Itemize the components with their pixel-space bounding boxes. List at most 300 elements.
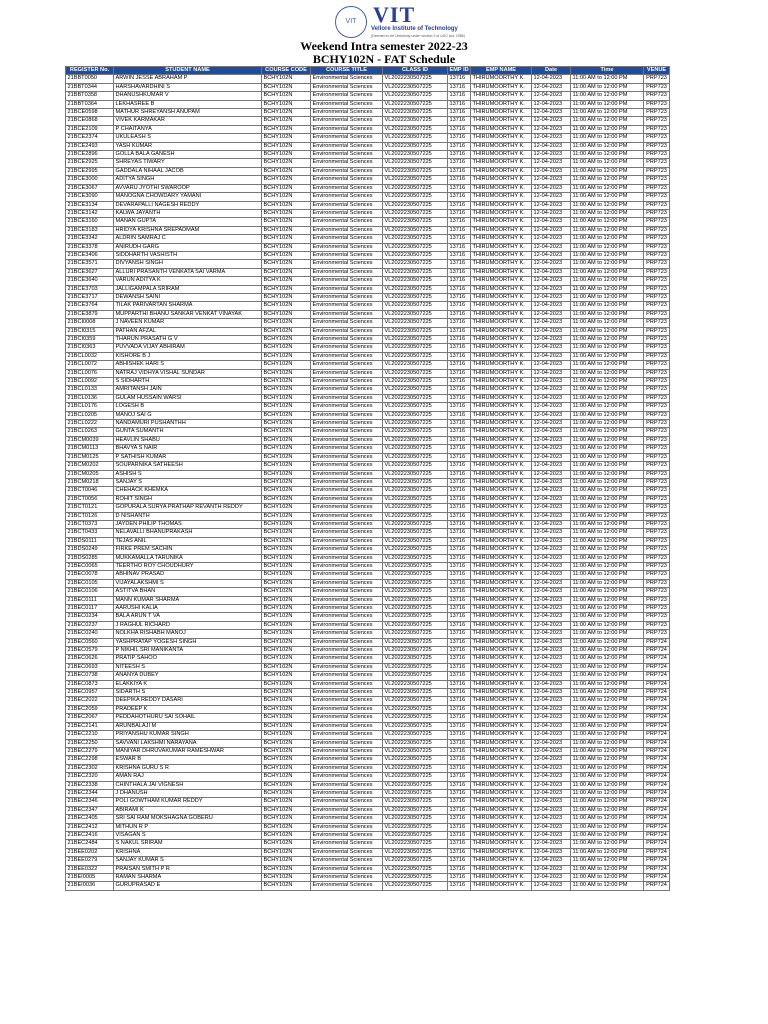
date-cell: 12-04-2023 [532, 134, 571, 142]
logo-tagline: (Deemed to be University under section 3 of UGC Act, 1956) [371, 34, 465, 38]
course-code-cell: BCHY102N [262, 336, 311, 344]
class-id-cell: VL2022230507225 [383, 134, 448, 142]
venue-cell: PRP724 [644, 638, 670, 646]
venue-cell: PRP723 [644, 125, 670, 133]
venue-cell: PRP723 [644, 361, 670, 369]
time-cell: 11:00 AM to 12:00 PM [571, 638, 644, 646]
course-code-cell: BCHY102N [262, 319, 311, 327]
date-cell: 12-04-2023 [532, 487, 571, 495]
table-header-row [66, 67, 670, 75]
table-row [66, 428, 670, 436]
date-cell: 12-04-2023 [532, 142, 571, 150]
date-cell: 12-04-2023 [532, 336, 571, 344]
date-cell: 12-04-2023 [532, 789, 571, 797]
class-id-cell: VL2022230507225 [383, 109, 448, 117]
class-id-cell: VL2022230507225 [383, 756, 448, 764]
venue-cell: PRP723 [644, 109, 670, 117]
venue-cell: PRP724 [644, 823, 670, 831]
class-id-cell: VL2022230507225 [383, 605, 448, 613]
class-id-cell: VL2022230507225 [383, 386, 448, 394]
class-id-cell: VL2022230507225 [383, 151, 448, 159]
time-cell: 11:00 AM to 12:00 PM [571, 865, 644, 873]
student-name-cell: YASH KUMAR [114, 142, 262, 150]
student-name-cell: PATHAN AFZAL [114, 327, 262, 335]
register-no-cell: 21BCL0092 [66, 378, 114, 386]
class-id-cell: VL2022230507225 [383, 831, 448, 839]
venue-cell: PRP724 [644, 672, 670, 680]
emp-name-cell: THIRUMOORTHY K. [471, 579, 532, 587]
date-cell: 12-04-2023 [532, 815, 571, 823]
course-code-cell: BCHY102N [262, 142, 311, 150]
student-name-cell: NATRAJ VIDHYA VISHAL SUNDAR [114, 369, 262, 377]
student-name-cell: ANIRUDH GARG [114, 243, 262, 251]
date-cell: 12-04-2023 [532, 621, 571, 629]
register-no-cell: 21BCE3000 [66, 176, 114, 184]
time-cell: 11:00 AM to 12:00 PM [571, 831, 644, 839]
emp-id-cell: 13716 [448, 100, 471, 108]
class-id-cell: VL2022230507225 [383, 504, 448, 512]
register-no-cell: 21BCE3142 [66, 209, 114, 217]
column-header: CLASS ID [383, 67, 448, 75]
course-code-cell: BCHY102N [262, 655, 311, 663]
emp-name-cell: THIRUMOORTHY K. [471, 453, 532, 461]
time-cell: 11:00 AM to 12:00 PM [571, 571, 644, 579]
course-code-cell: BCHY102N [262, 277, 311, 285]
emp-name-cell: THIRUMOORTHY K. [471, 605, 532, 613]
course-code-cell: BCHY102N [262, 327, 311, 335]
table-row [66, 310, 670, 318]
date-cell: 12-04-2023 [532, 352, 571, 360]
course-title-cell: Environmental Sciences [311, 92, 383, 100]
course-title-cell: Environmental Sciences [311, 831, 383, 839]
class-id-cell: VL2022230507225 [383, 714, 448, 722]
register-no-cell: 21BEI0036 [66, 882, 114, 890]
emp-id-cell: 13716 [448, 243, 471, 251]
emp-id-cell: 13716 [448, 251, 471, 259]
emp-name-cell: THIRUMOORTHY K. [471, 327, 532, 335]
venue-cell: PRP723 [644, 184, 670, 192]
class-id-cell: VL2022230507225 [383, 680, 448, 688]
register-no-cell: 21BCL0176 [66, 403, 114, 411]
page-title: Weekend Intra semester 2022-23 [300, 39, 468, 53]
table-row [66, 815, 670, 823]
class-id-cell: VL2022230507225 [383, 562, 448, 570]
register-no-cell: 21BCE2109 [66, 125, 114, 133]
time-cell: 11:00 AM to 12:00 PM [571, 605, 644, 613]
course-code-cell: BCHY102N [262, 411, 311, 419]
student-name-cell: KRISHNA [114, 848, 262, 856]
register-no-cell: 21BCL0222 [66, 420, 114, 428]
time-cell: 11:00 AM to 12:00 PM [571, 815, 644, 823]
table-row [66, 689, 670, 697]
emp-id-cell: 13716 [448, 605, 471, 613]
register-no-cell: 21BEC2320 [66, 773, 114, 781]
emp-id-cell: 13716 [448, 520, 471, 528]
date-cell: 12-04-2023 [532, 520, 571, 528]
emp-id-cell: 13716 [448, 327, 471, 335]
date-cell: 12-04-2023 [532, 260, 571, 268]
table-row [66, 781, 670, 789]
date-cell: 12-04-2023 [532, 764, 571, 772]
date-cell: 12-04-2023 [532, 445, 571, 453]
register-no-cell: 21BCI0008 [66, 319, 114, 327]
date-cell: 12-04-2023 [532, 882, 571, 890]
venue-cell: PRP723 [644, 445, 670, 453]
emp-name-cell: THIRUMOORTHY K. [471, 134, 532, 142]
course-code-cell: BCHY102N [262, 739, 311, 747]
course-title-cell: Environmental Sciences [311, 470, 383, 478]
class-id-cell: VL2022230507225 [383, 596, 448, 604]
table-row [66, 882, 670, 890]
emp-id-cell: 13716 [448, 310, 471, 318]
emp-name-cell: THIRUMOORTHY K. [471, 235, 532, 243]
register-no-cell: 21BCE2925 [66, 159, 114, 167]
class-id-cell: VL2022230507225 [383, 840, 448, 848]
venue-cell: PRP723 [644, 310, 670, 318]
emp-id-cell: 13716 [448, 403, 471, 411]
emp-id-cell: 13716 [448, 621, 471, 629]
emp-name-cell: THIRUMOORTHY K. [471, 520, 532, 528]
course-code-cell: BCHY102N [262, 302, 311, 310]
date-cell: 12-04-2023 [532, 184, 571, 192]
venue-cell: PRP723 [644, 428, 670, 436]
time-cell: 11:00 AM to 12:00 PM [571, 798, 644, 806]
class-id-cell: VL2022230507225 [383, 251, 448, 259]
course-title-cell: Environmental Sciences [311, 268, 383, 276]
register-no-cell: 21BCE2995 [66, 167, 114, 175]
emp-id-cell: 13716 [448, 218, 471, 226]
emp-name-cell: THIRUMOORTHY K. [471, 142, 532, 150]
class-id-cell: VL2022230507225 [383, 243, 448, 251]
time-cell: 11:00 AM to 12:00 PM [571, 453, 644, 461]
table-row [66, 100, 670, 108]
time-cell: 11:00 AM to 12:00 PM [571, 277, 644, 285]
emp-name-cell: THIRUMOORTHY K. [471, 546, 532, 554]
course-title-cell: Environmental Sciences [311, 789, 383, 797]
class-id-cell: VL2022230507225 [383, 722, 448, 730]
emp-name-cell: THIRUMOORTHY K. [471, 630, 532, 638]
date-cell: 12-04-2023 [532, 167, 571, 175]
register-no-cell: 21BCT0126 [66, 512, 114, 520]
emp-id-cell: 13716 [448, 613, 471, 621]
venue-cell: PRP723 [644, 226, 670, 234]
time-cell: 11:00 AM to 12:00 PM [571, 159, 644, 167]
emp-name-cell: THIRUMOORTHY K. [471, 714, 532, 722]
time-cell: 11:00 AM to 12:00 PM [571, 731, 644, 739]
table-row [66, 848, 670, 856]
student-name-cell: SHREYAS TIWARY [114, 159, 262, 167]
date-cell: 12-04-2023 [532, 613, 571, 621]
emp-id-cell: 13716 [448, 285, 471, 293]
class-id-cell: VL2022230507225 [383, 731, 448, 739]
course-title-cell: Environmental Sciences [311, 134, 383, 142]
time-cell: 11:00 AM to 12:00 PM [571, 596, 644, 604]
emp-name-cell: THIRUMOORTHY K. [471, 193, 532, 201]
table-row [66, 184, 670, 192]
time-cell: 11:00 AM to 12:00 PM [571, 319, 644, 327]
time-cell: 11:00 AM to 12:00 PM [571, 705, 644, 713]
date-cell: 12-04-2023 [532, 562, 571, 570]
course-code-cell: BCHY102N [262, 310, 311, 318]
course-code-cell: BCHY102N [262, 268, 311, 276]
time-cell: 11:00 AM to 12:00 PM [571, 428, 644, 436]
class-id-cell: VL2022230507225 [383, 352, 448, 360]
class-id-cell: VL2022230507225 [383, 512, 448, 520]
date-cell: 12-04-2023 [532, 596, 571, 604]
class-id-cell: VL2022230507225 [383, 302, 448, 310]
table-row [66, 831, 670, 839]
date-cell: 12-04-2023 [532, 857, 571, 865]
venue-cell: PRP723 [644, 411, 670, 419]
date-cell: 12-04-2023 [532, 75, 571, 83]
emp-name-cell: THIRUMOORTHY K. [471, 167, 532, 175]
register-no-cell: 21BEE0279 [66, 857, 114, 865]
table-row [66, 83, 670, 91]
student-name-cell: SAVVANI LAKSHMI NARAYANA [114, 739, 262, 747]
student-name-cell: ROHIT SINGH [114, 495, 262, 503]
class-id-cell: VL2022230507225 [383, 621, 448, 629]
emp-name-cell: THIRUMOORTHY K. [471, 747, 532, 755]
date-cell: 12-04-2023 [532, 235, 571, 243]
student-name-cell: TILAK PARIVARTAN SHARMA [114, 302, 262, 310]
date-cell: 12-04-2023 [532, 193, 571, 201]
date-cell: 12-04-2023 [532, 831, 571, 839]
emp-id-cell: 13716 [448, 302, 471, 310]
emp-name-cell: THIRUMOORTHY K. [471, 798, 532, 806]
register-no-cell: 21BCT0046 [66, 487, 114, 495]
venue-cell: PRP723 [644, 537, 670, 545]
register-no-cell: 21BEC0111 [66, 596, 114, 604]
course-code-cell: BCHY102N [262, 75, 311, 83]
time-cell: 11:00 AM to 12:00 PM [571, 117, 644, 125]
course-code-cell: BCHY102N [262, 193, 311, 201]
student-name-cell: PRADEEP K [114, 705, 262, 713]
emp-id-cell: 13716 [448, 378, 471, 386]
date-cell: 12-04-2023 [532, 823, 571, 831]
emp-name-cell: THIRUMOORTHY K. [471, 420, 532, 428]
date-cell: 12-04-2023 [532, 714, 571, 722]
class-id-cell: VL2022230507225 [383, 857, 448, 865]
emp-id-cell: 13716 [448, 756, 471, 764]
register-no-cell: 21BEC2302 [66, 764, 114, 772]
register-no-cell: 21BEC0105 [66, 579, 114, 587]
time-cell: 11:00 AM to 12:00 PM [571, 672, 644, 680]
course-code-cell: BCHY102N [262, 243, 311, 251]
emp-name-cell: THIRUMOORTHY K. [471, 697, 532, 705]
university-seal-icon: VIT [335, 6, 367, 38]
emp-id-cell: 13716 [448, 193, 471, 201]
course-title-cell: Environmental Sciences [311, 815, 383, 823]
emp-name-cell: THIRUMOORTHY K. [471, 394, 532, 402]
emp-name-cell: THIRUMOORTHY K. [471, 428, 532, 436]
class-id-cell: VL2022230507225 [383, 420, 448, 428]
table-row [66, 722, 670, 730]
course-code-cell: BCHY102N [262, 613, 311, 621]
emp-id-cell: 13716 [448, 747, 471, 755]
date-cell: 12-04-2023 [532, 739, 571, 747]
table-row [66, 159, 670, 167]
venue-cell: PRP723 [644, 260, 670, 268]
course-code-cell: BCHY102N [262, 352, 311, 360]
venue-cell: PRP723 [644, 546, 670, 554]
course-title-cell: Environmental Sciences [311, 840, 383, 848]
class-id-cell: VL2022230507225 [383, 663, 448, 671]
time-cell: 11:00 AM to 12:00 PM [571, 142, 644, 150]
date-cell: 12-04-2023 [532, 672, 571, 680]
course-title-cell: Environmental Sciences [311, 722, 383, 730]
course-code-cell: BCHY102N [262, 159, 311, 167]
student-name-cell: NITEESH S [114, 663, 262, 671]
date-cell: 12-04-2023 [532, 394, 571, 402]
emp-id-cell: 13716 [448, 697, 471, 705]
venue-cell: PRP724 [644, 798, 670, 806]
register-no-cell: 21BCT0373 [66, 520, 114, 528]
emp-id-cell: 13716 [448, 789, 471, 797]
venue-cell: PRP723 [644, 243, 670, 251]
table-row [66, 151, 670, 159]
date-cell: 12-04-2023 [532, 109, 571, 117]
course-title-cell: Environmental Sciences [311, 125, 383, 133]
emp-id-cell: 13716 [448, 689, 471, 697]
venue-cell: PRP723 [644, 235, 670, 243]
emp-id-cell: 13716 [448, 882, 471, 890]
student-name-cell: POLI GOWTHAM KUMAR REDDY [114, 798, 262, 806]
time-cell: 11:00 AM to 12:00 PM [571, 209, 644, 217]
emp-id-cell: 13716 [448, 731, 471, 739]
emp-name-cell: THIRUMOORTHY K. [471, 462, 532, 470]
venue-cell: PRP723 [644, 218, 670, 226]
course-title-cell: Environmental Sciences [311, 672, 383, 680]
emp-name-cell: THIRUMOORTHY K. [471, 478, 532, 486]
emp-id-cell: 13716 [448, 277, 471, 285]
venue-cell: PRP724 [644, 714, 670, 722]
course-title-cell: Environmental Sciences [311, 529, 383, 537]
emp-name-cell: THIRUMOORTHY K. [471, 268, 532, 276]
student-name-cell: UKULEASH S [114, 134, 262, 142]
emp-name-cell: THIRUMOORTHY K. [471, 806, 532, 814]
table-row [66, 386, 670, 394]
course-title-cell: Environmental Sciences [311, 100, 383, 108]
emp-name-cell: THIRUMOORTHY K. [471, 117, 532, 125]
class-id-cell: VL2022230507225 [383, 285, 448, 293]
course-title-cell: Environmental Sciences [311, 773, 383, 781]
time-cell: 11:00 AM to 12:00 PM [571, 579, 644, 587]
emp-name-cell: THIRUMOORTHY K. [471, 823, 532, 831]
table-row [66, 655, 670, 663]
course-title-cell: Environmental Sciences [311, 621, 383, 629]
column-header: EMP NAME [471, 67, 532, 75]
time-cell: 11:00 AM to 12:00 PM [571, 151, 644, 159]
emp-id-cell: 13716 [448, 453, 471, 461]
emp-id-cell: 13716 [448, 428, 471, 436]
venue-cell: PRP723 [644, 470, 670, 478]
table-row [66, 705, 670, 713]
class-id-cell: VL2022230507225 [383, 638, 448, 646]
date-cell: 12-04-2023 [532, 747, 571, 755]
venue-cell: PRP723 [644, 630, 670, 638]
student-name-cell: ALDRIN SAMRAJ C [114, 235, 262, 243]
venue-cell: PRP724 [644, 747, 670, 755]
venue-cell: PRP723 [644, 394, 670, 402]
class-id-cell: VL2022230507225 [383, 226, 448, 234]
course-code-cell: BCHY102N [262, 865, 311, 873]
table-row [66, 823, 670, 831]
course-code-cell: BCHY102N [262, 537, 311, 545]
register-no-cell: 21BCI0359 [66, 336, 114, 344]
emp-name-cell: THIRUMOORTHY K. [471, 92, 532, 100]
date-cell: 12-04-2023 [532, 403, 571, 411]
time-cell: 11:00 AM to 12:00 PM [571, 714, 644, 722]
emp-id-cell: 13716 [448, 176, 471, 184]
emp-name-cell: THIRUMOORTHY K. [471, 260, 532, 268]
register-no-cell: 21BEC0078 [66, 571, 114, 579]
table-row [66, 512, 670, 520]
date-cell: 12-04-2023 [532, 478, 571, 486]
time-cell: 11:00 AM to 12:00 PM [571, 352, 644, 360]
emp-name-cell: THIRUMOORTHY K. [471, 789, 532, 797]
course-code-cell: BCHY102N [262, 428, 311, 436]
emp-name-cell: THIRUMOORTHY K. [471, 739, 532, 747]
time-cell: 11:00 AM to 12:00 PM [571, 235, 644, 243]
time-cell: 11:00 AM to 12:00 PM [571, 756, 644, 764]
venue-cell: PRP724 [644, 689, 670, 697]
date-cell: 12-04-2023 [532, 125, 571, 133]
class-id-cell: VL2022230507225 [383, 310, 448, 318]
emp-name-cell: THIRUMOORTHY K. [471, 310, 532, 318]
time-cell: 11:00 AM to 12:00 PM [571, 218, 644, 226]
student-name-cell: DEEPIKA REDDY DASARI [114, 697, 262, 705]
time-cell: 11:00 AM to 12:00 PM [571, 109, 644, 117]
venue-cell: PRP723 [644, 386, 670, 394]
student-name-cell: MUKKAMALLA TARUNIKA [114, 554, 262, 562]
time-cell: 11:00 AM to 12:00 PM [571, 193, 644, 201]
register-no-cell: 21BCL0205 [66, 411, 114, 419]
student-name-cell: ADITYA SINGH [114, 176, 262, 184]
course-title-cell: Environmental Sciences [311, 781, 383, 789]
table-row [66, 285, 670, 293]
course-code-cell: BCHY102N [262, 605, 311, 613]
emp-id-cell: 13716 [448, 874, 471, 882]
venue-cell: PRP723 [644, 512, 670, 520]
date-cell: 12-04-2023 [532, 218, 571, 226]
register-no-cell: 21BDS0249 [66, 546, 114, 554]
register-no-cell: 21BEC2416 [66, 831, 114, 839]
class-id-cell: VL2022230507225 [383, 428, 448, 436]
course-title-cell: Environmental Sciences [311, 386, 383, 394]
student-name-cell: ABHISHEK HARI S [114, 361, 262, 369]
student-name-cell: NOLKHA RISHABH MANOJ [114, 630, 262, 638]
emp-id-cell: 13716 [448, 159, 471, 167]
course-code-cell: BCHY102N [262, 92, 311, 100]
time-cell: 11:00 AM to 12:00 PM [571, 680, 644, 688]
table-row [66, 806, 670, 814]
emp-name-cell: THIRUMOORTHY K. [471, 319, 532, 327]
emp-name-cell: THIRUMOORTHY K. [471, 411, 532, 419]
course-code-cell: BCHY102N [262, 882, 311, 890]
date-cell: 12-04-2023 [532, 327, 571, 335]
course-title-cell: Environmental Sciences [311, 705, 383, 713]
time-cell: 11:00 AM to 12:00 PM [571, 394, 644, 402]
emp-name-cell: THIRUMOORTHY K. [471, 151, 532, 159]
emp-id-cell: 13716 [448, 260, 471, 268]
course-title-cell: Environmental Sciences [311, 453, 383, 461]
table-row [66, 352, 670, 360]
course-title-cell: Environmental Sciences [311, 344, 383, 352]
emp-name-cell: THIRUMOORTHY K. [471, 495, 532, 503]
time-cell: 11:00 AM to 12:00 PM [571, 512, 644, 520]
emp-id-cell: 13716 [448, 92, 471, 100]
register-no-cell: 21BEC2344 [66, 789, 114, 797]
